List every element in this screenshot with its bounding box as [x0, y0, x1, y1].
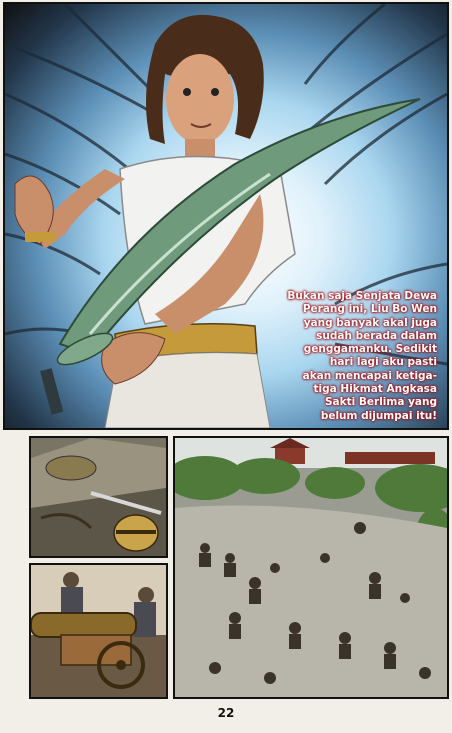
- caption-line: Perang ini, Liu Bo Wen: [302, 303, 437, 316]
- caption-box: [272, 290, 437, 423]
- cannon-barrel: [31, 613, 136, 637]
- panel-battlefield: [173, 436, 449, 699]
- hero-face: [166, 54, 234, 144]
- sword-hilt: [40, 368, 63, 415]
- caption-line: yang banyak akal juga: [303, 316, 437, 329]
- caption-line: genggamanku. Sedikit: [303, 343, 437, 356]
- cannon-illustration: [31, 565, 166, 697]
- fallen-soldiers-illustration: [31, 438, 166, 556]
- caption-line: Sakti Berlima yang: [324, 396, 437, 409]
- caption-line: Bukan saja Senjata Dewa: [287, 290, 437, 302]
- caption-line: tiga Hikmat Angkasa: [313, 383, 437, 396]
- battlefield-illustration: [175, 438, 447, 697]
- panel-cannon: [29, 563, 168, 699]
- caption-line: hari lagi aku pasti: [329, 356, 437, 369]
- caption-line: sudah berada dalam: [316, 329, 437, 342]
- panel-hero-with-sword: [3, 2, 449, 430]
- caption-line: akan mencapai ketiga-: [302, 369, 437, 382]
- panel-fallen-soldiers: [29, 436, 168, 558]
- caption-line: belum dijumpai itu!: [320, 409, 437, 422]
- page-number: 22: [217, 706, 235, 720]
- soldier-helmet: [114, 515, 158, 551]
